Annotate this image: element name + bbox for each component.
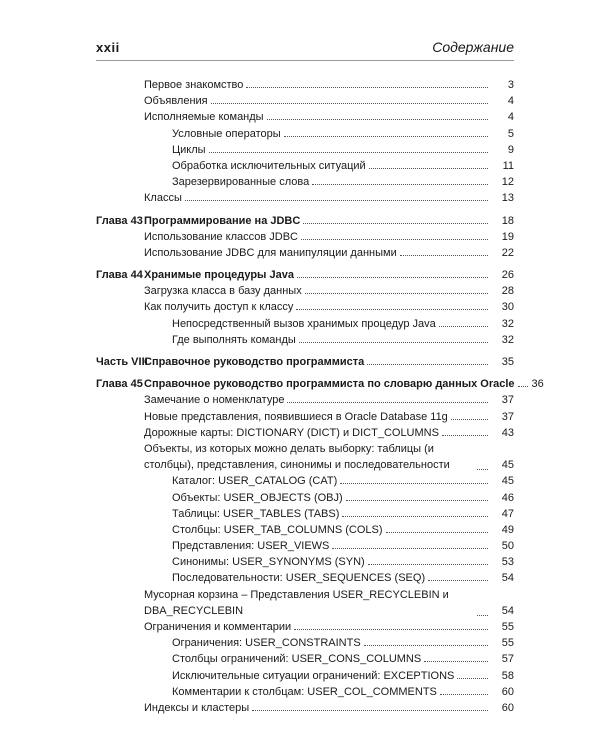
dot-leader	[440, 693, 488, 695]
dot-leader	[211, 102, 488, 104]
toc-entry-page: 57	[501, 653, 514, 666]
table-of-contents	[96, 77, 544, 716]
toc-entry-page: 12	[501, 176, 514, 189]
toc-entry-page: 4	[507, 95, 514, 108]
toc-entry-page: 32	[501, 317, 514, 330]
toc-entry-title: Классы	[144, 192, 182, 205]
toc-entry	[96, 700, 514, 716]
toc-entry-title: Условные операторы	[172, 127, 281, 140]
toc-entry-title: Последовательности: USER_SEQUENCES (SEQ)	[172, 572, 426, 585]
toc-entry	[96, 651, 514, 667]
dot-leader	[340, 482, 488, 484]
dot-leader	[346, 499, 488, 501]
toc-entry	[96, 538, 514, 554]
toc-entry	[96, 245, 514, 261]
dot-leader	[424, 660, 488, 662]
toc-entry-page: 11	[502, 159, 514, 172]
toc-entry-page: 46	[501, 491, 514, 504]
dot-leader	[477, 468, 488, 470]
dot-leader	[369, 167, 488, 169]
toc-entry-title: Синонимы: USER_SYNONYMS (SYN)	[172, 556, 365, 569]
toc-entry-title: Индексы и кластеры	[144, 702, 250, 714]
toc-entry-title: Непосредственный вызов хранимых процедур Java	[172, 317, 436, 330]
toc-entry-title: Таблицы: USER_TABLES (TABS)	[172, 507, 340, 520]
toc-entry-page: 37	[501, 394, 514, 407]
toc-entry	[96, 522, 514, 538]
toc-entry	[96, 554, 514, 570]
toc-entry-page: 5	[507, 127, 514, 140]
dot-leader	[518, 385, 528, 387]
toc-entry-prefix: Глава 44	[96, 269, 143, 282]
toc-entry-page: 37	[501, 410, 514, 423]
dot-leader	[246, 86, 488, 88]
toc-entry-prefix: Глава 45	[96, 378, 143, 391]
dot-leader	[477, 614, 488, 616]
toc-entry-page: 60	[501, 702, 514, 714]
toc-entry-title: Циклы	[172, 143, 206, 156]
toc-entry-page: 49	[501, 523, 514, 536]
toc-entry	[96, 142, 514, 158]
toc-entry	[96, 354, 514, 370]
toc-entry	[96, 126, 514, 142]
toc-entry-prefix: Часть VIII	[96, 356, 148, 368]
toc-entry	[96, 619, 514, 635]
toc-entry	[96, 684, 514, 700]
toc-entry-title: Обработка исключительных ситуаций	[172, 159, 366, 172]
toc-entry-title: Где выполнять команды	[172, 333, 296, 346]
toc-entry-title: Ограничения: USER_CONSTRAINTS	[172, 637, 361, 650]
toc-entry-title: Объявления	[144, 95, 208, 108]
toc-entry	[96, 409, 514, 425]
toc-entry	[96, 283, 514, 299]
dot-leader	[301, 238, 488, 240]
toc-entry	[96, 229, 514, 245]
dot-leader	[439, 325, 488, 327]
toc-entry	[96, 635, 514, 651]
toc-entry-page: 54	[501, 604, 514, 617]
toc-entry	[96, 109, 514, 125]
toc-entry	[96, 213, 514, 229]
toc-entry-title: Исключительные ситуации ограничений: EXCEPTIONS	[172, 669, 455, 682]
dot-leader	[185, 199, 488, 201]
toc-entry-page: 35	[501, 356, 514, 368]
dot-leader	[457, 677, 488, 679]
dot-leader	[294, 628, 488, 630]
dot-leader	[386, 531, 489, 533]
toc-entry-title: Новые представления, появившиеся в Oracle Database 11g	[144, 410, 448, 423]
toc-entry	[96, 316, 514, 332]
toc-entry	[96, 376, 544, 392]
toc-entry-title: Объекты: USER_OBJECTS (OBJ)	[172, 491, 343, 504]
toc-entry-title: Справочное руководство программиста по словарю данных Oracle	[144, 378, 515, 391]
toc-entry-page: 18	[501, 214, 514, 227]
toc-entry-title: Объекты, из которых можно делать выборку: таблицы (и столбцы), представления, синонимы и последовательности	[144, 442, 450, 472]
dot-leader	[400, 254, 488, 256]
toc-entry-title: Загрузка класса в базу данных	[144, 285, 302, 298]
dot-leader	[287, 401, 488, 403]
toc-entry	[96, 392, 514, 408]
dot-leader	[209, 151, 488, 153]
toc-entry-page: 22	[501, 246, 514, 259]
toc-entry-page: 60	[501, 685, 514, 698]
toc-entry-title: Столбцы ограничений: USER_CONS_COLUMNS	[172, 653, 422, 666]
toc-entry-page: 26	[501, 269, 514, 282]
dot-leader	[252, 709, 488, 711]
toc-entry-page: 45	[501, 459, 514, 472]
toc-entry-page: 9	[507, 143, 514, 156]
dot-leader	[299, 341, 488, 343]
dot-leader	[451, 418, 488, 420]
toc-entry-title: Исполняемые команды	[144, 111, 264, 124]
dot-leader	[305, 292, 488, 294]
toc-entry-page: 45	[501, 475, 514, 488]
toc-entry-page: 47	[501, 507, 514, 520]
toc-entry-page: 19	[501, 230, 514, 243]
toc-entry-page: 53	[501, 556, 514, 569]
dot-leader	[284, 135, 488, 137]
toc-entry	[96, 299, 514, 315]
page-header	[96, 38, 514, 61]
toc-entry-page: 4	[507, 111, 514, 124]
toc-entry-title: Как получить доступ к классу	[144, 301, 294, 314]
toc-entry	[96, 668, 514, 684]
toc-entry	[96, 93, 514, 109]
toc-entry-page: 55	[501, 621, 514, 634]
running-title: Содержание	[432, 39, 514, 55]
toc-entry-title: Мусорная корзина – Представления USER_RECYCLEBIN и DBA_RECYCLEBIN	[144, 588, 449, 617]
dot-leader	[364, 644, 488, 646]
toc-entry	[96, 506, 514, 522]
toc-entry-page: 54	[501, 572, 514, 585]
toc-entry-title: Замечание о номенклатуре	[144, 394, 285, 407]
dot-leader	[368, 563, 488, 565]
toc-entry-title: Зарезервированные слова	[172, 176, 310, 189]
toc-entry	[96, 332, 514, 348]
toc-entry-title: Комментарии к столбцам: USER_COL_COMMENTS	[172, 685, 437, 698]
toc-entry-page: 43	[501, 426, 514, 439]
dot-leader	[332, 547, 488, 549]
toc-entry	[96, 190, 514, 206]
toc-entry	[96, 441, 514, 473]
toc-entry	[96, 77, 514, 93]
dot-leader	[428, 579, 488, 581]
dot-leader	[267, 118, 488, 120]
toc-entry-page: 32	[501, 333, 514, 346]
toc-entry	[96, 570, 514, 586]
toc-entry-title: Каталог: USER_CATALOG (CAT)	[172, 475, 338, 488]
toc-entry-title: Столбцы: USER_TAB_COLUMNS (COLS)	[172, 523, 383, 536]
dot-leader	[442, 434, 488, 436]
toc-entry-title: Справочное руководство программиста	[144, 356, 365, 368]
toc-entry-title: Хранимые процедуры Java	[144, 269, 294, 282]
toc-entry-title: Ограничения и комментарии	[144, 621, 292, 634]
toc-entry	[96, 267, 514, 283]
toc-entry	[96, 587, 514, 619]
toc-entry-page: 50	[501, 540, 514, 553]
toc-entry-page: 58	[501, 669, 514, 682]
toc-entry-page: 55	[501, 637, 514, 650]
toc-entry	[96, 425, 514, 441]
toc-entry-title: Дорожные карты: DICTIONARY (DICT) и DICT_COLUMNS	[144, 426, 439, 439]
toc-entry-title: Представления: USER_VIEWS	[172, 540, 330, 553]
toc-entry	[96, 473, 514, 489]
toc-entry-title: Использование классов JDBC	[144, 230, 298, 243]
toc-entry-title: Использование JDBC для манипуляции данными	[144, 246, 397, 259]
toc-entry-page: 3	[507, 79, 514, 91]
dot-leader	[342, 515, 488, 517]
toc-entry-page: 36	[531, 378, 544, 391]
dot-leader	[297, 276, 488, 278]
dot-leader	[296, 308, 488, 310]
dot-leader	[367, 363, 488, 365]
toc-entry-prefix: Глава 43	[96, 214, 143, 227]
page-number: xxii	[96, 40, 120, 55]
toc-entry	[96, 490, 514, 506]
toc-entry-page: 28	[501, 285, 514, 298]
toc-entry-title: Программирование на JDBC	[144, 214, 301, 227]
toc-entry	[96, 174, 514, 190]
dot-leader	[312, 183, 488, 185]
toc-entry-page: 30	[501, 301, 514, 314]
toc-entry	[96, 158, 514, 174]
dot-leader	[303, 222, 488, 224]
toc-entry-page: 13	[501, 192, 514, 205]
toc-entry-title: Первое знакомство	[144, 79, 244, 91]
